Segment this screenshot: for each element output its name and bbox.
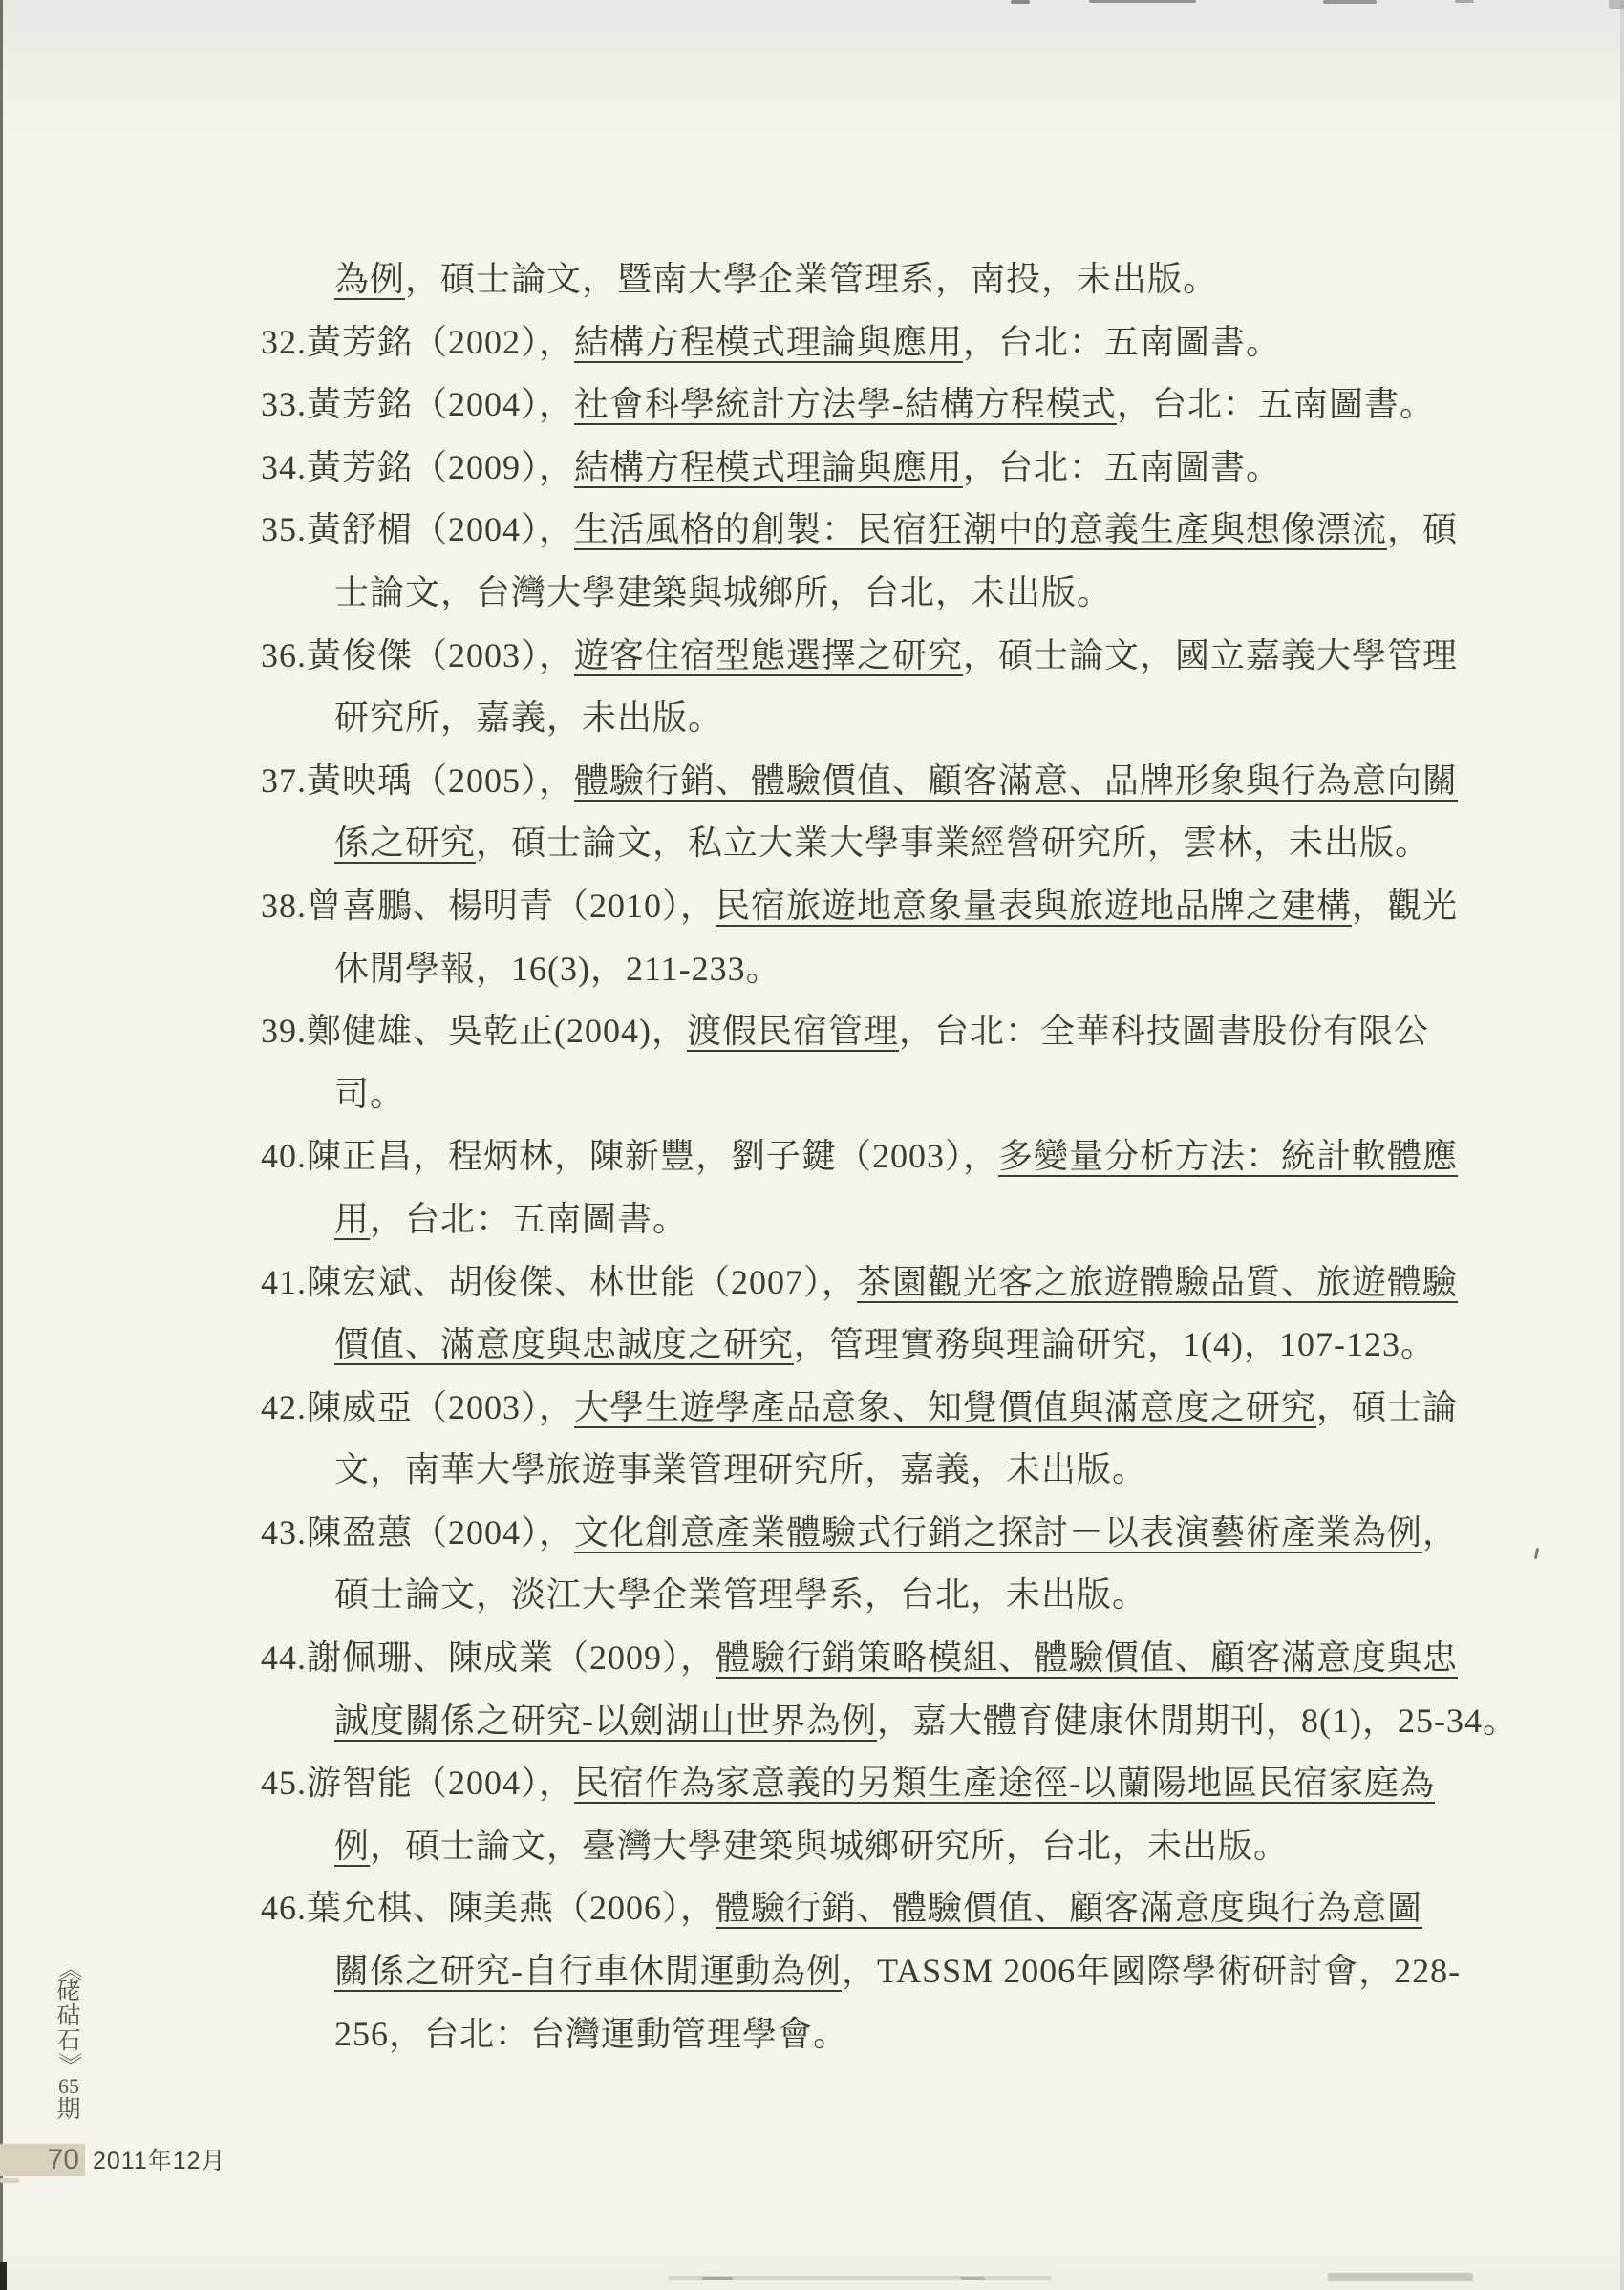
reference-text: 司。 <box>334 1074 406 1113</box>
reference-text: ，台北：五南圖書。 <box>963 322 1282 361</box>
reference-text: 43.陳盈蕙（2004）， <box>261 1512 575 1552</box>
reference-text: 46.葉允棋、陳美燕（2006）， <box>261 1889 716 1928</box>
journal-title-char: 期 <box>56 2097 81 2123</box>
reference-line <box>0 687 1624 750</box>
journal-title-vertical <box>53 1958 85 2123</box>
reference-title-underlined: 誠度關係之研究-以劍湖山世界為例 <box>334 1701 877 1740</box>
reference-title-underlined: 為例 <box>334 260 406 298</box>
journal-title-char: 《 <box>55 1957 82 1981</box>
reference-line <box>0 1188 1624 1252</box>
reference-text: 36.黃俊傑（2003）， <box>261 635 575 674</box>
reference-line <box>0 1439 1624 1502</box>
scan-artifact <box>1011 0 1030 4</box>
issue-date: 2011年12月 <box>93 2148 226 2174</box>
reference-line <box>0 437 1624 500</box>
reference-title-underlined: 關係之研究-自行車休閒運動為例 <box>334 1952 842 1991</box>
reference-line <box>0 248 1624 311</box>
reference-line <box>0 2003 1624 2066</box>
reference-text: ，台北：五南圖書。 <box>963 447 1282 486</box>
reference-title-underlined: 大學生遊學產品意象、知覺價值與滿意度之研究 <box>574 1387 1317 1426</box>
reference-line <box>0 499 1624 562</box>
scan-artifact <box>0 2262 7 2290</box>
reference-line <box>0 1377 1624 1440</box>
reference-title-underlined: 渡假民宿管理 <box>686 1012 899 1051</box>
reference-line <box>0 1690 1624 1753</box>
reference-title-underlined: 價值、滿意度與忠誠度之研究 <box>334 1325 795 1364</box>
reference-text: 39.鄭健雄、吳乾正(2004)， <box>261 1012 687 1051</box>
reference-title-underlined: 結構方程模式理論與應用 <box>574 322 964 361</box>
reference-title-underlined: 用 <box>334 1199 371 1238</box>
reference-text: ，台北：全華科技圖書股份有限公 <box>899 1012 1430 1051</box>
reference-text: ，碩士論文，臺灣大學建築與城鄉研究所，台北，未出版。 <box>370 1826 1290 1865</box>
reference-text: ，管理實務與理論研究，1(4)，107-123。 <box>794 1325 1436 1364</box>
scan-artifact <box>702 2277 733 2280</box>
scan-artifact <box>1455 0 1474 3</box>
reference-text: ，觀光 <box>1352 886 1459 925</box>
reference-title-underlined: 結構方程模式理論與應用 <box>574 447 964 486</box>
reference-text: 士論文，台灣大學建築與城鄉所，台北，未出版。 <box>334 572 1113 611</box>
scan-shading-bottom <box>0 2233 1624 2290</box>
reference-text: 38.曾喜鵬、楊明青（2010）， <box>261 886 716 925</box>
reference-title-underlined: 茶園觀光客之旅遊體驗品質、旅遊體驗 <box>857 1262 1459 1301</box>
reference-text: 34.黃芳銘（2009）， <box>261 447 575 486</box>
reference-text: 33.黃芳銘（2004）， <box>261 385 575 424</box>
reference-text: 碩士論文，淡江大學企業管理學系，台北，未出版。 <box>334 1575 1148 1615</box>
reference-text: ，台北：五南圖書。 <box>1117 385 1436 424</box>
reference-line <box>0 1752 1624 1815</box>
reference-line <box>0 1815 1624 1878</box>
scan-artifact <box>0 2178 19 2183</box>
reference-line <box>0 938 1624 1001</box>
scan-artifact <box>960 2277 985 2280</box>
reference-line <box>0 374 1624 437</box>
reference-text: ，嘉大體育健康休閒期刊，8(1)，25-34。 <box>877 1701 1518 1740</box>
reference-text: ，碩 <box>1387 510 1459 549</box>
reference-text: 42.陳威亞（2003）， <box>261 1387 575 1426</box>
reference-title-underlined: 係之研究 <box>334 824 477 863</box>
reference-line <box>0 1502 1624 1565</box>
reference-text: 45.游智能（2004）， <box>261 1764 575 1803</box>
reference-text: 40.陳正昌，程炳林，陳新豐，劉子鍵（2003）， <box>261 1137 999 1176</box>
reference-text: 35.黃舒楣（2004）， <box>261 510 575 549</box>
scan-artifact <box>1323 0 1377 4</box>
reference-text: ，TASSM 2006年國際學術研討會，228- <box>842 1952 1462 1991</box>
scan-shading-top <box>0 0 1624 143</box>
journal-title-char: 65 <box>58 2074 79 2098</box>
reference-text: 32.黃芳銘（2002）， <box>261 322 575 361</box>
reference-line <box>0 1627 1624 1690</box>
reference-text: ，碩士論文，私立大業大學事業經營研究所，雲林，未出版。 <box>476 824 1431 863</box>
reference-line <box>0 1000 1624 1063</box>
reference-line <box>0 1252 1624 1315</box>
reference-text: ，碩士論文，國立嘉義大學管理 <box>963 635 1459 674</box>
reference-title-underlined: 社會科學統計方法學-結構方程模式 <box>574 385 1118 424</box>
journal-title-char: 石 <box>56 2028 81 2054</box>
reference-line <box>0 311 1624 375</box>
scan-artifact <box>1609 0 1624 9</box>
reference-text: ，碩士論 <box>1316 1387 1459 1426</box>
reference-title-underlined: 體驗行銷策略模組、體驗價值、顧客滿意度與忠 <box>716 1638 1459 1678</box>
reference-line <box>0 812 1624 875</box>
reference-line <box>0 562 1624 625</box>
reference-line <box>0 1940 1624 2003</box>
reference-line <box>0 750 1624 813</box>
reference-line <box>0 1564 1624 1627</box>
reference-title-underlined: 生活風格的創製：民宿狂潮中的意義生產與想像漂流 <box>574 510 1388 549</box>
page-number-badge <box>0 2144 85 2176</box>
reference-line <box>0 875 1624 938</box>
reference-line <box>0 1877 1624 1940</box>
reference-title-underlined: 民宿作為家意義的另類生產途徑-以蘭陽地區民宿家庭為 <box>574 1764 1436 1803</box>
reference-text: ， <box>1422 1512 1459 1552</box>
scan-artifact <box>1089 0 1196 3</box>
reference-text: 41.陳宏斌、胡俊傑、林世能（2007）， <box>261 1262 858 1301</box>
journal-title-char: 硓 <box>56 1979 81 2004</box>
reference-text: 研究所，嘉義，未出版。 <box>334 698 724 738</box>
references-list <box>0 248 1624 2065</box>
journal-title-char: 𥑮 <box>56 2003 81 2029</box>
reference-title-underlined: 例 <box>334 1826 371 1865</box>
reference-line <box>0 625 1624 688</box>
journal-title-char: 》 <box>55 2052 82 2077</box>
reference-text: ，台北：五南圖書。 <box>370 1199 689 1238</box>
reference-text: ，碩士論文，暨南大學企業管理系，南投，未出版。 <box>405 260 1219 298</box>
reference-line <box>0 1063 1624 1126</box>
reference-text: 37.黃映瑀（2005）， <box>261 760 575 800</box>
reference-text: 休閒學報，16(3)，211-233。 <box>334 949 781 988</box>
reference-text: 文，南華大學旅遊事業管理研究所，嘉義，未出版。 <box>334 1450 1148 1489</box>
scan-artifact <box>1328 2273 1473 2281</box>
reference-title-underlined: 多變量分析方法：統計軟體應 <box>998 1137 1459 1176</box>
reference-title-underlined: 體驗行銷、體驗價值、顧客滿意、品牌形象與行為意向關 <box>574 760 1459 800</box>
page-number: 70 <box>47 2144 79 2175</box>
reference-line <box>0 1125 1624 1188</box>
reference-text: 256，台北：台灣運動管理學會。 <box>334 2014 849 2053</box>
reference-title-underlined: 民宿旅遊地意象量表與旅遊地品牌之建構 <box>716 886 1353 925</box>
reference-title-underlined: 遊客住宿型態選擇之研究 <box>574 635 964 674</box>
reference-title-underlined: 文化創意產業體驗式行銷之探討－以表演藝術產業為例 <box>574 1512 1423 1552</box>
reference-line <box>0 1314 1624 1377</box>
reference-title-underlined: 體驗行銷、體驗價值、顧客滿意度與行為意圖 <box>716 1889 1423 1928</box>
reference-text: 44.謝佩珊、陳成業（2009）， <box>261 1638 716 1678</box>
